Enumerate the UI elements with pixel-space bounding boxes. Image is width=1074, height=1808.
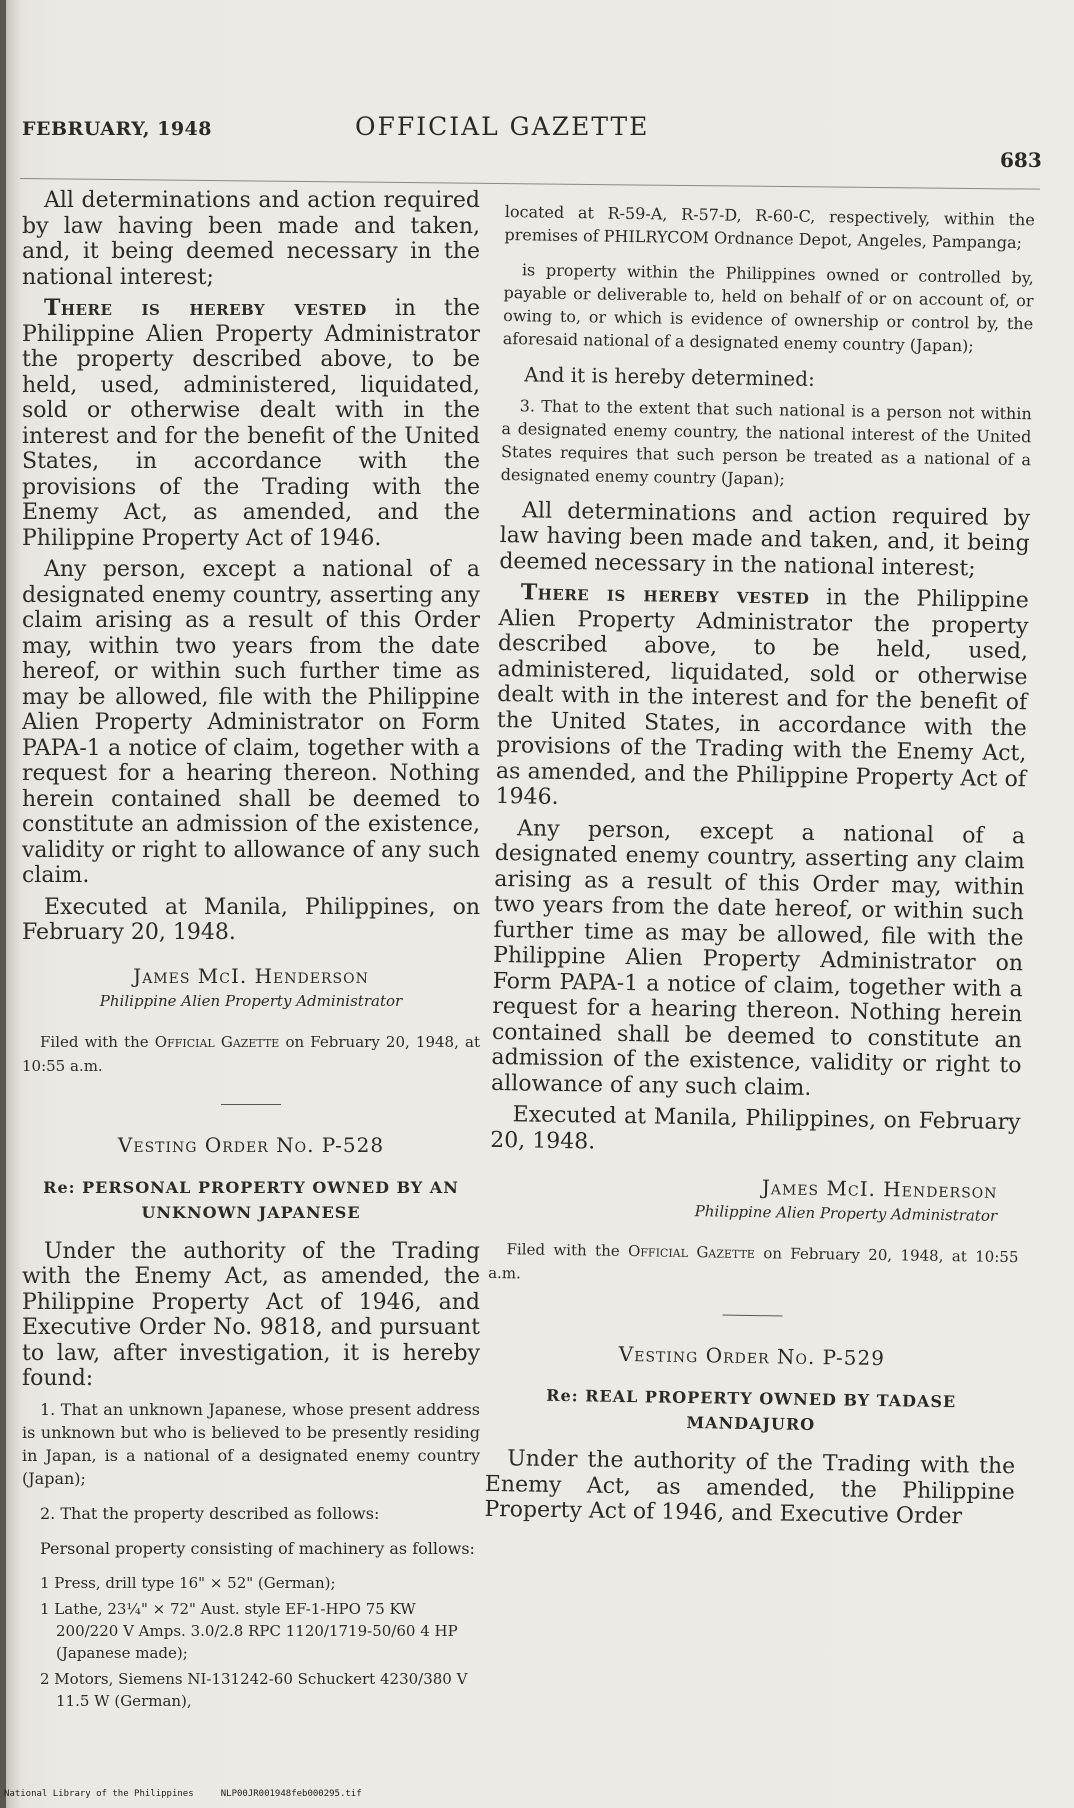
vesting-order-heading: Vesting Order No. P-529 — [618, 1341, 886, 1371]
section-divider — [723, 1315, 783, 1317]
machinery-item: 2 Motors, Siemens NI-131242-60 Schuckert 4230/380 V 11.5 W (German), — [40, 1669, 468, 1710]
vesting-paragraph — [495, 580, 1029, 818]
signer-title: Philippine Alien Property Administrator — [694, 1202, 998, 1225]
location-paragraph: located at R-59-A, R-57-D, R-60-C, respectively, within the premises of PHILRYCOM Ordnance Depot, Angeles, Pampanga; — [504, 201, 1035, 253]
vesting-paragraph — [22, 296, 480, 551]
filed-pre: Filed with the — [506, 1240, 629, 1261]
filed-note — [488, 1237, 1019, 1293]
signer-title: Philippine Alien Property Administrator — [99, 991, 403, 1010]
filed-post: on February 20, 1948, at 10:55 a.m. — [488, 1244, 1019, 1283]
executed-line: Executed at Manila, Philippines, on February 20, 1948. — [22, 894, 480, 945]
authority-paragraph: Under the authority of the Trading with the Enemy Act, as amended, the Philippine Property Act of 1946, and Executive Order No. 9818, and pursuant to law, after investigation, it is hereby found: — [22, 1238, 480, 1391]
finding-1: 1. That an unknown Japanese, whose present address is unknown but who is believed to be presently residing in Japan, is a national of a designated enemy country (Japan); — [22, 1399, 480, 1488]
footer-library: National Library of the Philippines — [4, 1789, 194, 1799]
footer-file: NLP00JR001948feb000295.tif — [220, 1789, 362, 1799]
page-number: 683 — [1000, 148, 1042, 172]
personal-property-line: Personal property consisting of machinery as follows: — [40, 1538, 475, 1558]
claim-paragraph: Any person, except a national of a designated enemy country, asserting any claim arising as a result of this Order may, within two years from the date hereof, or within such further time as may be allowed, file with the Philippine Alien Property Administrator on Form PAPA-1 a notice of claim, together with a request for a hearing thereon. Nothing herein contained shall be deemed to constitute an admission of the existence, validity or right to allowance of any such claim. — [490, 815, 1026, 1101]
filed-pre: Filed with the — [40, 1032, 155, 1051]
finding-2: 2. That the property described as follows: — [40, 1503, 380, 1523]
section-divider — [221, 1104, 281, 1105]
vesting-order-heading: Vesting Order No. P-528 — [117, 1132, 385, 1157]
filed-gazette: Official Gazette — [627, 1242, 756, 1263]
finding-3: 3. That to the extent that such national is a person not within a designated enemy country, the national interest of the United States requires that such person be treated as a national of a designated enemy country (Japan); — [500, 395, 1032, 488]
scan-footer — [4, 1789, 362, 1799]
re-heading: Re: REAL PROPERTY OWNED BY TADASE MANDAJURO — [546, 1385, 957, 1435]
header-date: FEBRUARY, 1948 — [22, 118, 212, 140]
left-column — [22, 188, 480, 1716]
vesting-lead: There is hereby vested — [44, 295, 367, 321]
filed-post: on February 20, 1948, at 10:55 a.m. — [22, 1032, 480, 1075]
authority-paragraph: Under the authority of the Trading with the Enemy Act, as amended, the Philippine Property Act of 1946, and Executive Order — [484, 1446, 1016, 1530]
filed-gazette: Official Gazette — [154, 1032, 280, 1051]
machinery-item: 1 Press, drill type 16" × 52" (German); — [40, 1573, 336, 1592]
vesting-text: in the Philippine Alien Property Administrator the property described above, to be held, used, administered, liquidated, sold or otherwise dealt with in the interest and for the benefit of the United States, in accordance with the provisions of the Trading with the Enemy Act, as amended, and the Philippine Property Act of 1946. — [22, 296, 480, 551]
machinery-item: 1 Lathe, 23¼" × 72" Aust. style EF-1-HPO 75 KW 200/220 V Amps. 3.0/2.8 RPC 1120/1719-50/60 4 HP (Japanese made); — [40, 1599, 458, 1662]
executed-line: Executed at Manila, Philippines, on February 20, 1948. — [490, 1102, 1021, 1155]
signer-name: James McI. Henderson — [761, 1175, 998, 1203]
page-binding-edge — [0, 0, 6, 1808]
right-column — [484, 200, 1035, 1537]
determined-line: And it is hereby determined: — [524, 362, 815, 391]
determination-paragraph: All determinations and action required by law having been made and taken, and, it being deemed necessary in the national interest; — [499, 497, 1031, 581]
property-paragraph: is property within the Philippines owned or controlled by, payable or deliverable to, held on behalf of or on account of, or owing to, or which is evidence of ownership or control by, the aforesaid national of a designated enemy country (Japan); — [502, 260, 1034, 356]
determination-paragraph: All determinations and action required by law having been made and taken, and, it being deemed necessary in the national interest; — [22, 188, 480, 290]
signer-name: James McI. Henderson — [133, 963, 369, 988]
vesting-lead: There is hereby vested — [520, 579, 810, 610]
re-heading: Re: PERSONAL PROPERTY OWNED BY AN UNKNOWN JAPANESE — [43, 1177, 459, 1222]
header-title: OFFICIAL GAZETTE — [355, 112, 650, 141]
vesting-text: in the Philippine Alien Property Administrator the property described above, to be held, used, administered, liquidated, sold or otherwise dealt with in the interest and for the benefit of the United States, in accordance with the provisions of the Trading with the Enemy Act, as amended, and the Philippine Property Act of 1946. — [495, 584, 1029, 810]
filed-note — [22, 1030, 480, 1078]
claim-paragraph: Any person, except a national of a designated enemy country, asserting any claim arising as a result of this Order may, within two years from the date hereof, or within such further time as may be allowed, file with the Philippine Alien Property Administrator on Form PAPA-1 a notice of claim, together with a request for a hearing thereon. Nothing herein contained shall be deemed to constitute an admission of the existence, validity or right to allowance of any such claim. — [22, 557, 480, 888]
